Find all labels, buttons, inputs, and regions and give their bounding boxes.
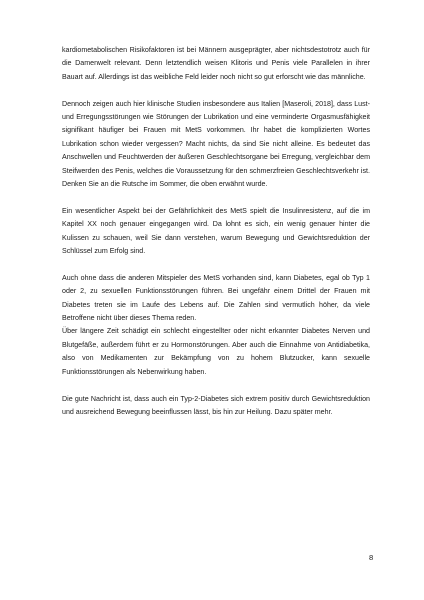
paragraph-5: Über längere Zeit schädigt ein schlecht eingestellter oder nicht erkannter Diabetes Nerven und Blutgefäße, außerdem führt er zu Hormonstörungen. Aber auch die Einnahme von Antidiabetika, also von Medikamenten zur Bekämpfung von zu hohem Blutzucker, kann sexuelle Funktionsstörungen als Nebenwirkung haben.: [62, 327, 370, 376]
paragraph-4: Auch ohne dass die anderen Mitspieler des MetS vorhanden sind, kann Diabetes, egal ob Typ 1 oder 2, zu sexuellen Funktionsstörungen führen. Bei ungefähr einem Drittel der Frauen mit Diabetes treten sie im Laufe des Lebens auf. Die Zahlen sind vermutlich höher, da viele Betroffene nicht über dieses Thema reden.: [62, 273, 370, 323]
paragraph-gap: [62, 191, 370, 204]
paragraph-3: Ein wesentlicher Aspekt bei der Gefährlichkeit des MetS spielt die Insulinresistenz, auf die im Kapitel XX noch genauer eingegangen wird. Da lohnt es sich, ein wenig genauer hinter die Kulissen zu schauen, weil Sie dann verstehen, warum Bewegung und Gewichtsreduktion der Schlüssel zum Erfolg sind.: [62, 206, 370, 256]
page-number: 8: [369, 553, 374, 562]
paragraph-1: kardiometabolischen Risikofaktoren ist bei Männern ausgeprägter, aber nichtsdestotrotz auch für die Damenwelt relevant. Denn letztendlich weisen Klitoris und Penis viele Parallelen in ihrer Bauart auf. Allerdings ist das weibliche Feld leider noch nicht so gut erforscht wie das männliche.: [62, 46, 370, 81]
paragraph-2: Dennoch zeigen auch hier klinische Studien insbesondere aus Italien [Maseroli, 2018], dass Lust- und Erregungsstörungen wie Störungen der Lubrikation und eine verminderte Orgasmusfähigkeit signifikant häufiger bei Frauen mit MetS vorkommen. Ihr habet die komplizierten Wortes Lubrikation schon wieder vergessen? Macht nichts, da sind Sie nicht alleine. Es bedeutet das Anschwellen und Feuchtwerden der äußeren Geschlechtsorgane bei Erregung, vergleichbar dem Steifwerden des Penis, welches die Voraussetzung für den schmerzfreien Geschlechtsverkehr ist. Denken Sie an die Rutsche im Sommer, die oben erwähnt wurde.: [62, 99, 370, 189]
paragraph-6: Die gute Nachricht ist, dass auch ein Typ-2-Diabetes sich extrem positiv durch Gewichtsreduktion und ausreichend Bewegung beeinflussen lässt, bis hin zur Heilung. Dazu später mehr.: [62, 394, 370, 416]
paragraph-gap: [62, 84, 370, 97]
paragraph-gap: [62, 379, 370, 392]
paragraph-gap: [62, 258, 370, 271]
body-text: [62, 44, 370, 419]
